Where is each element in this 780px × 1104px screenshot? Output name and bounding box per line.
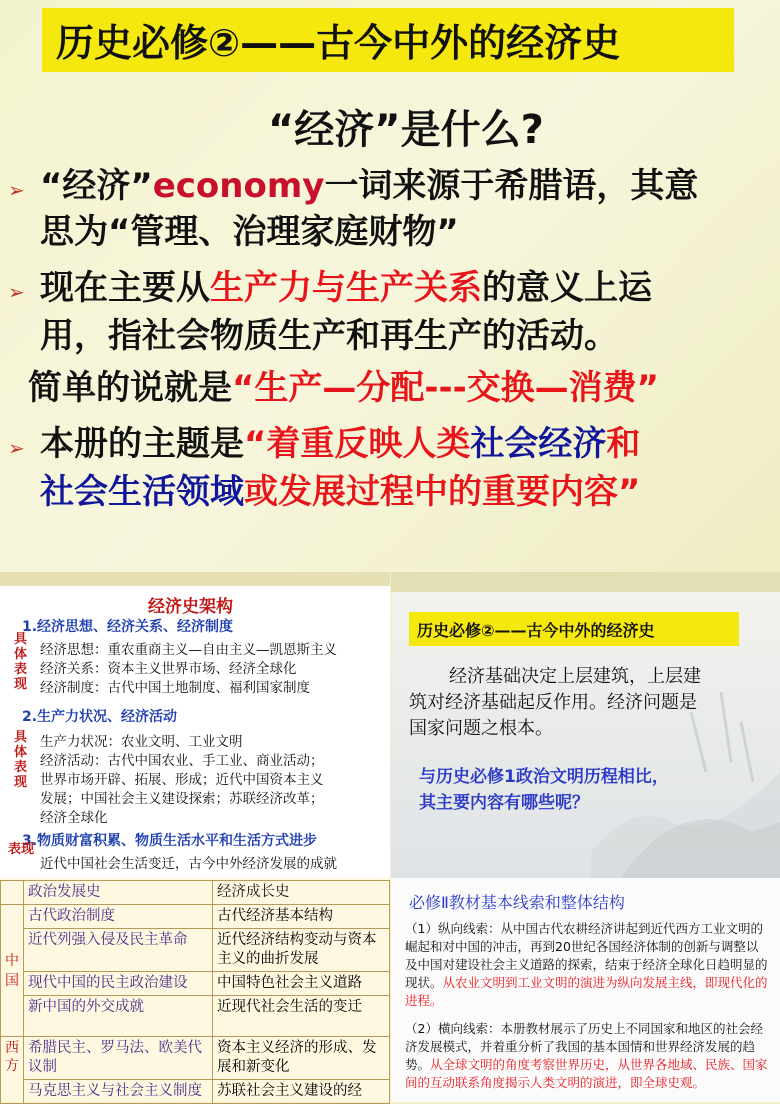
group-west-label: 西方 [1, 1037, 24, 1104]
para-line: 筑对经济基础起反作用。经济问题是 [409, 692, 697, 713]
bullet-arrow-icon: ➢ [8, 436, 25, 460]
s2-line: 发展；中国社会主义建设探索；苏联经济改革； [40, 791, 324, 807]
theme-pre: 本册的主题是 [40, 424, 244, 464]
b2-highlight: 生产力与生产关系 [210, 268, 482, 308]
horizontal-thread-highlight: 从全球文明的角度考察世界历史，从世界各地域、民族、国家间的互动联系角度揭示人类文明的演进，即全球史观。 [405, 1057, 768, 1090]
section-2-heading: 2.生产力状况、经济活动 [22, 709, 178, 725]
b2-pre: 现在主要从 [40, 268, 210, 308]
bullet-arrow-icon: ➢ [8, 280, 25, 304]
horizontal-thread-para [405, 1020, 769, 1092]
table-row [1, 905, 390, 929]
side-label-a: 具体表现 [14, 632, 28, 692]
slide-title: 历史必修②——古今中外的经济史 [56, 21, 621, 65]
horizontal-thread-text: （2）横向线索：本册教材展示了历史上不同国家和地区的社会经济发展模式，并着重分析了我国的基本国情和世界经济发展的趋势。 [405, 1021, 763, 1072]
table-cell: 苏联社会主义建设的经 [212, 1080, 389, 1104]
table-row [1, 996, 390, 1037]
theme-quote-end: 或发展过程中的重要内容” [244, 472, 641, 512]
bullet-2-line-1 [40, 262, 652, 314]
b1-post: 一词来源于希腊语，其意 [324, 166, 699, 206]
theme-and: 和 [606, 424, 641, 464]
vertical-thread-highlight: 从农业文明到工业文明的演进为纵向发展主线，即现代化的进程。 [405, 975, 768, 1008]
textbook-structure-panel [391, 878, 780, 1102]
b1-pre: “经济” [40, 166, 153, 206]
bullet-2-line-2: 用，指社会物质生产和再生产的活动。 [40, 316, 618, 356]
table-cell: 近现代社会生活的变迁 [212, 996, 389, 1037]
table-row [1, 972, 390, 996]
group-china-label: 中国 [1, 905, 24, 1037]
side-label-b: 具体表现 [14, 730, 28, 790]
side-label-c: 表现 [8, 842, 35, 857]
question-line: 与历史必修1政治文明历程相比， [419, 767, 669, 787]
theme-social-life: 社会生活领域 [40, 472, 244, 512]
table-row [1, 929, 390, 972]
panel-top-strip [0, 572, 390, 586]
comparison-table [0, 880, 390, 1104]
b1-english: economy [152, 166, 325, 206]
s2-line: 经济活动：古代中国农业、手工业、商业活动； [40, 753, 324, 769]
table-header-row [1, 881, 390, 905]
s3-line: 近代中国社会生活变迁，古今中外经济发展的成就 [40, 856, 337, 872]
theme-quote-start: “着重反映人类 [244, 424, 471, 464]
question-line: 其主要内容有哪些呢？ [419, 793, 589, 813]
table-cell: 资本主义经济的形成、发展和新变化 [212, 1037, 389, 1080]
s1-line: 经济思想：重农重商主义—自由主义—凯恩斯主义 [40, 642, 337, 658]
s1-line: 经济关系：资本主义世界市场、经济全球化 [40, 661, 297, 677]
s2-line: 世界市场开辟、拓展、形成；近代中国资本主义 [40, 772, 324, 788]
structure-title: 必修Ⅱ教材基本线索和整体结构 [409, 893, 625, 912]
panel2-title: 历史必修②——古今中外的经济史 [417, 621, 655, 640]
table-cell: 古代政治制度 [24, 905, 213, 929]
table-cell: 现代中国的民主政治建设 [24, 972, 213, 996]
vertical-thread-para [405, 920, 769, 1010]
s1-line: 经济制度：古代中国土地制度、福利国家制度 [40, 680, 310, 696]
framework-title: 经济史架构 [148, 597, 233, 617]
header-economic: 经济成长史 [212, 881, 389, 905]
bullet-arrow-icon: ➢ [8, 178, 25, 202]
para-line: 国家问题之根本。 [409, 718, 553, 739]
section-3-heading: 3.物质财富积累、物质生活水平和生活方式进步 [22, 833, 318, 849]
table-row [1, 1037, 390, 1080]
table-corner [1, 881, 24, 905]
b2-post: 的意义上运 [482, 268, 652, 308]
table-cell: 近代经济结构变动与资本主义的曲折发展 [212, 929, 389, 972]
economic-base-panel [391, 572, 780, 878]
table-cell: 新中国的外交成就 [24, 996, 213, 1037]
bullet-1-line-2: 思为“管理、治理家庭财物” [40, 212, 459, 252]
table-cell: 马克思主义与社会主义制度 [24, 1080, 213, 1104]
vertical-thread-text: （1）纵向线索：从中国古代农耕经济讲起到近代西方工业文明的崛起和对中国的冲击，再到20世纪各国经济体制的创新与调整以及中国对建设社会主义道路的探索，结束于经济全球化日趋明显的现状。 [405, 921, 768, 990]
theme-line-2 [40, 466, 640, 518]
simple-highlight: “生产—分配---交换—消费” [232, 368, 660, 408]
panel-top-strip [391, 572, 780, 592]
section-1-heading: 1.经济思想、经济关系、经济制度 [22, 619, 234, 635]
table-cell: 古代经济基本结构 [212, 905, 389, 929]
s2-line: 生产力状况：农业文明、工业文明 [40, 734, 243, 750]
table-cell: 近代列强入侵及民主革命 [24, 929, 213, 972]
table-cell: 中国特色社会主义道路 [212, 972, 389, 996]
theme-line-1 [40, 418, 640, 470]
table-cell: 希腊民主、罗马法、欧美代议制 [24, 1037, 213, 1080]
comparison-table-panel [0, 878, 390, 1102]
economic-history-framework-panel [0, 572, 390, 878]
header-political: 政治发展史 [24, 881, 213, 905]
para-line: 经济基础决定上层建筑，上层建 [449, 666, 701, 687]
s2-line: 经济全球化 [40, 810, 108, 826]
simple-summary [28, 362, 659, 414]
question-heading: “经济”是什么? [268, 107, 544, 153]
theme-social-economy: 社会经济 [470, 424, 607, 464]
bullet-1-line-1 [40, 160, 698, 212]
table-row [1, 1080, 390, 1104]
simple-pre: 简单的说就是 [28, 368, 232, 408]
